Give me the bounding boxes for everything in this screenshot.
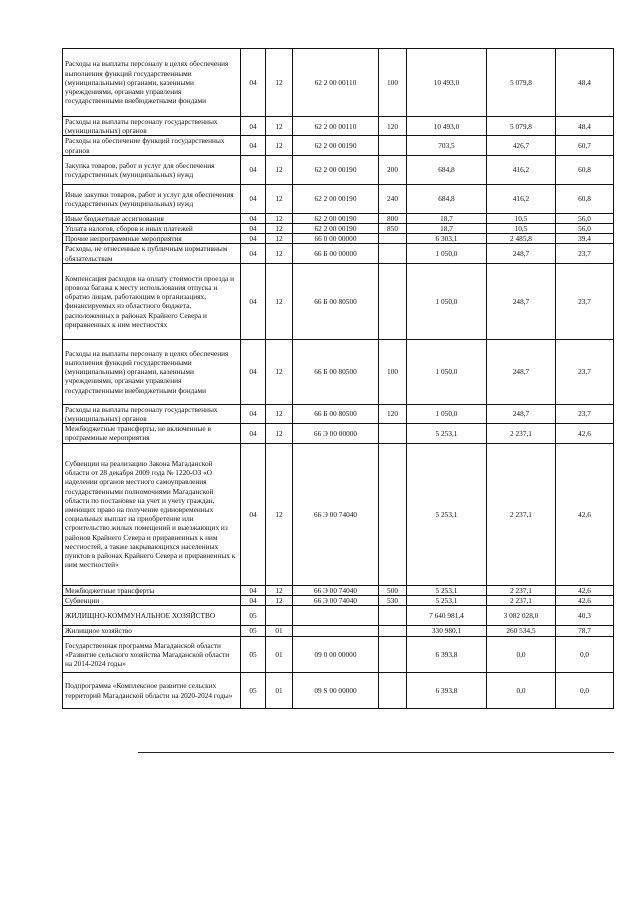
table-row	[63, 637, 614, 673]
cell-cs: 66 Б 00 00000	[293, 244, 379, 263]
cell-vr: 530	[379, 595, 407, 605]
table-row	[63, 234, 614, 244]
cell-rz: 04	[241, 595, 266, 605]
cell-name: Субвенции	[63, 595, 241, 605]
table-row	[63, 136, 614, 155]
table-row	[63, 626, 614, 637]
cell-rz: 04	[241, 136, 266, 155]
cell-name: Расходы на обеспечение функций государственных органов	[63, 136, 241, 155]
cell-cs: 66 Э 00 00000	[293, 424, 379, 443]
cell-pr: 12	[266, 184, 293, 213]
cell-name: Компенсация расходов на оплату стоимости проезда и провоза багажа к месту использования отпуска и обратно лицам, работающим в организациях, финансируемых из областного бюджета, расположенных в районах Крайнего Севера и приравненных к ним местностях	[63, 263, 241, 339]
cell-plan: 10 493,0	[407, 49, 487, 117]
cell-name: Иные закупки товаров, работ и услуг для обеспечения государственных (муниципальных) нужд	[63, 184, 241, 213]
cell-plan: 330 980,1	[407, 626, 487, 637]
cell-pr: 12	[266, 49, 293, 117]
cell-vr	[379, 136, 407, 155]
cell-pr: 12	[266, 339, 293, 404]
cell-name: Расходы на выплаты персоналу государственных (муниципальных) органов	[63, 117, 241, 136]
cell-vr	[379, 443, 407, 585]
cell-rz: 05	[241, 673, 266, 709]
cell-pct: 78,7	[556, 626, 614, 637]
cell-vr	[379, 244, 407, 263]
cell-fact: 416,2	[487, 184, 556, 213]
cell-name: Жилищное хозяйство	[63, 626, 241, 637]
cell-vr	[379, 637, 407, 673]
table-row	[63, 595, 614, 605]
cell-cs: 62 2 00 00190	[293, 155, 379, 184]
cell-pct: 48,4	[556, 49, 614, 117]
table-row	[63, 404, 614, 423]
table-row	[63, 155, 614, 184]
cell-fact: 2 237,1	[487, 424, 556, 443]
cell-fact: 2 237,1	[487, 585, 556, 595]
cell-pct: 42,6	[556, 585, 614, 595]
cell-plan: 18,7	[407, 224, 487, 234]
cell-name: Расходы, не отнесенные к публичным нормативным обязательствам	[63, 244, 241, 263]
cell-fact: 3 082 028,0	[487, 606, 556, 626]
table-row	[63, 263, 614, 339]
cell-pct: 23,7	[556, 244, 614, 263]
cell-vr: 240	[379, 184, 407, 213]
cell-cs: 62 2 00 00110	[293, 117, 379, 136]
cell-rz: 04	[241, 585, 266, 595]
table-row	[63, 244, 614, 263]
cell-cs: 62 2 00 00110	[293, 49, 379, 117]
table-row	[63, 424, 614, 443]
cell-name: Межбюджетные трансферты, не включенные в программные мероприятия	[63, 424, 241, 443]
cell-pct: 42,6	[556, 424, 614, 443]
cell-vr: 100	[379, 49, 407, 117]
cell-fact: 416,2	[487, 155, 556, 184]
cell-pr: 12	[266, 155, 293, 184]
cell-plan: 703,5	[407, 136, 487, 155]
cell-fact: 5 079,8	[487, 49, 556, 117]
cell-vr: 200	[379, 155, 407, 184]
cell-cs: 66 Б 00 80500	[293, 404, 379, 423]
cell-pct: 23,7	[556, 339, 614, 404]
cell-rz: 04	[241, 49, 266, 117]
cell-cs: 66 0 00 00000	[293, 234, 379, 244]
cell-plan: 7 640 981,4	[407, 606, 487, 626]
table-row	[63, 443, 614, 585]
cell-pr: 12	[266, 443, 293, 585]
cell-vr: 120	[379, 404, 407, 423]
budget-table	[62, 48, 614, 709]
cell-rz: 04	[241, 155, 266, 184]
cell-pr	[266, 606, 293, 626]
cell-fact: 248,7	[487, 263, 556, 339]
cell-pct: 60,7	[556, 136, 614, 155]
cell-name: ЖИЛИЩНО-КОММУНАЛЬНОЕ ХОЗЯЙСТВО	[63, 606, 241, 626]
cell-plan: 1 050,0	[407, 244, 487, 263]
cell-fact: 10,5	[487, 224, 556, 234]
cell-pct: 39,4	[556, 234, 614, 244]
cell-cs: 09 0 00 00000	[293, 637, 379, 673]
cell-rz: 04	[241, 339, 266, 404]
cell-pct: 23,7	[556, 404, 614, 423]
table-body	[63, 49, 614, 709]
cell-cs: 66 Б 00 80500	[293, 339, 379, 404]
cell-vr: 500	[379, 585, 407, 595]
cell-fact: 2 237,1	[487, 595, 556, 605]
cell-vr	[379, 234, 407, 244]
cell-pct: 0,0	[556, 673, 614, 709]
table-row	[63, 184, 614, 213]
table-row	[63, 224, 614, 234]
cell-pr: 01	[266, 673, 293, 709]
table-row	[63, 49, 614, 117]
cell-rz: 05	[241, 606, 266, 626]
cell-cs: 66 Б 00 80500	[293, 263, 379, 339]
cell-cs	[293, 626, 379, 637]
cell-rz: 04	[241, 234, 266, 244]
cell-plan: 1 050,0	[407, 339, 487, 404]
cell-pct: 56,0	[556, 224, 614, 234]
cell-cs: 62 2 00 00190	[293, 224, 379, 234]
cell-pr: 12	[266, 404, 293, 423]
cell-plan: 5 253,1	[407, 443, 487, 585]
table-row	[63, 585, 614, 595]
cell-rz: 04	[241, 117, 266, 136]
cell-rz: 04	[241, 443, 266, 585]
cell-vr: 850	[379, 224, 407, 234]
cell-rz: 04	[241, 263, 266, 339]
cell-name: Закупка товаров, работ и услуг для обеспечения государственных (муниципальных) нужд	[63, 155, 241, 184]
cell-pr: 12	[266, 117, 293, 136]
table-row	[63, 606, 614, 626]
cell-plan: 6 303,1	[407, 234, 487, 244]
cell-fact: 248,7	[487, 244, 556, 263]
cell-rz: 04	[241, 213, 266, 223]
cell-pct: 42,6	[556, 443, 614, 585]
cell-plan: 684,8	[407, 184, 487, 213]
cell-pr: 12	[266, 585, 293, 595]
cell-pr: 12	[266, 244, 293, 263]
cell-plan: 5 253,1	[407, 595, 487, 605]
cell-plan: 5 253,1	[407, 424, 487, 443]
cell-plan: 6 393,8	[407, 673, 487, 709]
cell-pct: 0,0	[556, 637, 614, 673]
cell-fact: 10,5	[487, 213, 556, 223]
cell-pr: 12	[266, 263, 293, 339]
cell-pr: 12	[266, 224, 293, 234]
cell-name: Расходы на выплаты персоналу в целях обеспечения выполнения функций государственными (муниципальными) органами, казенными учреждениями, органами управления государственными внебюджетными фондами	[63, 49, 241, 117]
cell-cs: 66 Э 00 74040	[293, 443, 379, 585]
cell-plan: 10 493,0	[407, 117, 487, 136]
cell-name: Подпрограмма «Комплексное развитие сельских территорий Магаданской области на 2020-2024 годы»	[63, 673, 241, 709]
cell-cs: 62 2 00 00190	[293, 136, 379, 155]
cell-cs: 62 2 00 00190	[293, 213, 379, 223]
cell-name: Субвенции на реализацию Закона Магаданской области от 28 декабря 2009 года № 1220-ОЗ «О наделении органов местного самоуправления государственными полномочиями Магаданской области по постановке на учет и учету граждан, имеющих право на получение единовременных социальных выплат на приобретение или строительство жилых помещений и выезжающих из районов Крайнего Севера и приравненных к ним местностей, а также закрывающихся населенных пунктов в районах Крайнего Севера и приравненных к ним местностей»	[63, 443, 241, 585]
cell-pr: 12	[266, 595, 293, 605]
cell-vr	[379, 626, 407, 637]
cell-cs: 66 Э 00 74040	[293, 595, 379, 605]
cell-plan: 6 393,8	[407, 637, 487, 673]
table-row	[63, 213, 614, 223]
cell-fact: 426,7	[487, 136, 556, 155]
cell-fact: 248,7	[487, 339, 556, 404]
cell-plan: 684,8	[407, 155, 487, 184]
cell-rz: 04	[241, 244, 266, 263]
cell-name: Межбюджетные трансферты	[63, 585, 241, 595]
cell-rz: 04	[241, 424, 266, 443]
cell-pct: 23,7	[556, 263, 614, 339]
cell-fact: 2 485,8	[487, 234, 556, 244]
cell-pct: 60,8	[556, 155, 614, 184]
cell-rz: 04	[241, 184, 266, 213]
cell-rz: 04	[241, 224, 266, 234]
cell-vr	[379, 673, 407, 709]
cell-name: Расходы на выплаты персоналу в целях обеспечения выполнения функций государственными (муниципальными) органами, казенными учреждениями, органами управления государственными внебюджетными фондами	[63, 339, 241, 404]
cell-pr: 12	[266, 424, 293, 443]
cell-pct: 48,4	[556, 117, 614, 136]
cell-pr: 01	[266, 637, 293, 673]
cell-plan: 5 253,1	[407, 585, 487, 595]
cell-pct: 42,6	[556, 595, 614, 605]
cell-plan: 18,7	[407, 213, 487, 223]
cell-cs: 09 S 00 00000	[293, 673, 379, 709]
table-row	[63, 673, 614, 709]
cell-name: Уплата налогов, сборов и иных платежей	[63, 224, 241, 234]
cell-plan: 1 050,0	[407, 263, 487, 339]
cell-rz: 05	[241, 626, 266, 637]
cell-vr	[379, 263, 407, 339]
cell-fact: 0,0	[487, 673, 556, 709]
cell-pr: 01	[266, 626, 293, 637]
cell-name: Расходы на выплаты персоналу государственных (муниципальных) органов	[63, 404, 241, 423]
cell-name: Иные бюджетные ассигнования	[63, 213, 241, 223]
cell-vr: 800	[379, 213, 407, 223]
cell-vr: 100	[379, 339, 407, 404]
cell-pr: 12	[266, 213, 293, 223]
cell-plan: 1 050,0	[407, 404, 487, 423]
table-row	[63, 339, 614, 404]
cell-fact: 0,0	[487, 637, 556, 673]
cell-fact: 2 237,1	[487, 443, 556, 585]
cell-vr	[379, 606, 407, 626]
cell-pct: 56,0	[556, 213, 614, 223]
cell-vr: 120	[379, 117, 407, 136]
cell-cs	[293, 606, 379, 626]
cell-name: Государственная программа Магаданской области «Развитие сельского хозяйства Магаданской области на 2014-2024 годы»	[63, 637, 241, 673]
bottom-rule	[138, 752, 614, 753]
cell-vr	[379, 424, 407, 443]
cell-pct: 40,3	[556, 606, 614, 626]
cell-fact: 5 079,8	[487, 117, 556, 136]
cell-pr: 12	[266, 136, 293, 155]
cell-name: Прочие непрограммные мероприятия	[63, 234, 241, 244]
cell-rz: 05	[241, 637, 266, 673]
cell-pct: 60,8	[556, 184, 614, 213]
cell-cs: 62 2 00 00190	[293, 184, 379, 213]
table-row	[63, 117, 614, 136]
cell-fact: 260 534,5	[487, 626, 556, 637]
cell-rz: 04	[241, 404, 266, 423]
cell-pr: 12	[266, 234, 293, 244]
cell-cs: 66 Э 00 74040	[293, 585, 379, 595]
cell-fact: 248,7	[487, 404, 556, 423]
